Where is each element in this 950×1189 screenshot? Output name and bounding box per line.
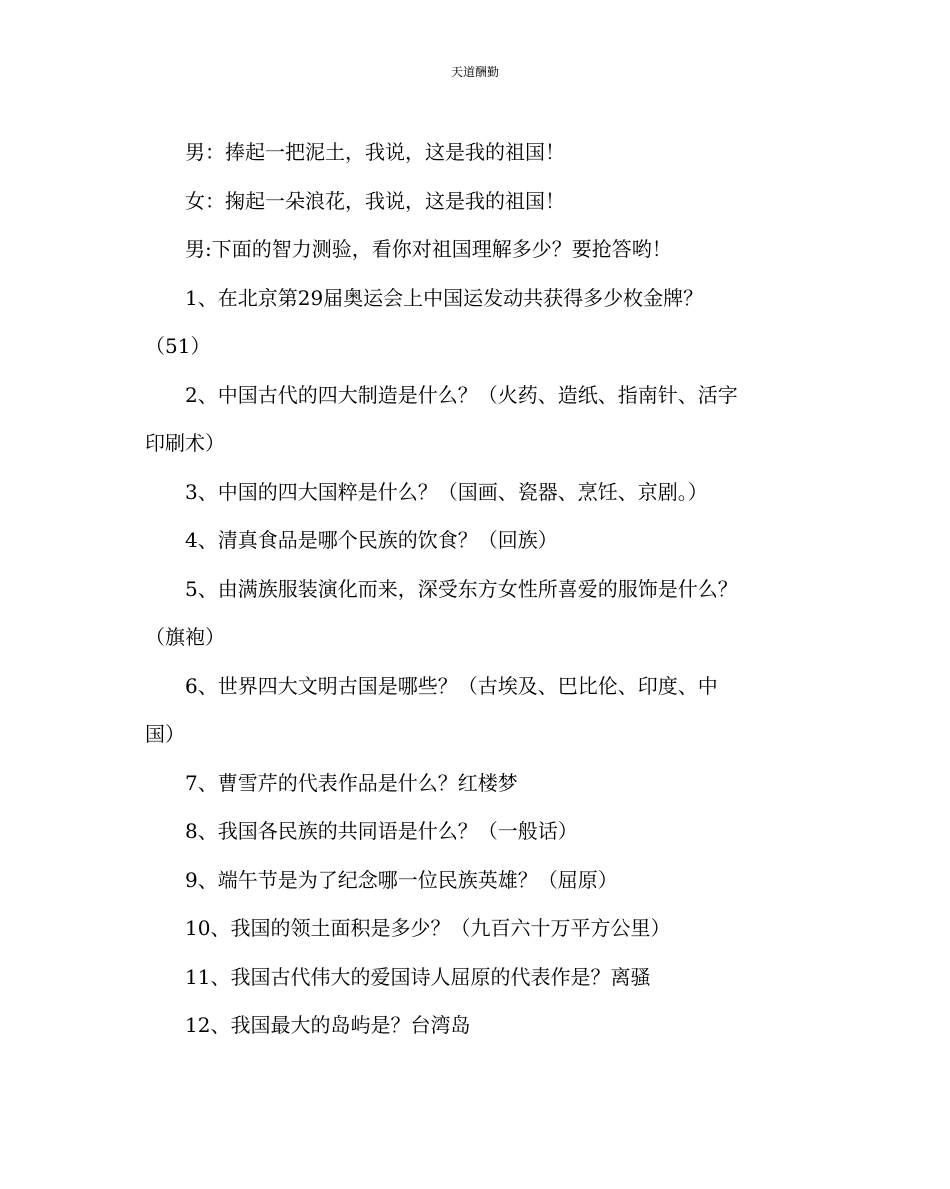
- quiz-question-8: 8、我国各民族的共同语是什么？（一般话）: [185, 819, 578, 843]
- quiz-question-12: 12、我国最大的岛屿是？台湾岛: [185, 1013, 471, 1037]
- quiz-question-2-continued: 印刷术）: [145, 431, 225, 455]
- quiz-question-9: 9、端午节是为了纪念哪一位民族英雄？（屈原）: [185, 867, 618, 892]
- dialogue-line-female-1: 女：掬起一朵浪花，我说，这是我的祖国！: [185, 188, 565, 213]
- page-header: 天道酬勤: [450, 65, 499, 79]
- quiz-question-2: 2、中国古代的四大制造是什么？（火药、造纸、指南针、活字: [185, 382, 738, 407]
- quiz-question-4: 4、清真食品是哪个民族的饮食？（回族）: [185, 528, 558, 552]
- quiz-question-6: 6、世界四大文明古国是哪些？（古埃及、巴比伦、印度、中: [185, 673, 718, 698]
- quiz-question-7: 7、曹雪芹的代表作品是什么？红楼梦: [185, 770, 518, 795]
- quiz-question-5-continued: （旗袍）: [145, 625, 225, 649]
- quiz-question-6-continued: 国）: [145, 722, 185, 746]
- quiz-question-3: 3、中国的四大国粹是什么？（国画、瓷器、烹饪、京剧。）: [185, 479, 708, 504]
- quiz-question-5: 5、由满族服装演化而来，深受东方女性所喜爱的服饰是什么？: [185, 576, 738, 601]
- dialogue-line-male-2: 男:下面的智力测验，看你对祖国理解多少？要抢答哟！: [185, 237, 672, 261]
- dialogue-line-male-1: 男：捧起一把泥土，我说，这是我的祖国！: [185, 140, 565, 164]
- quiz-question-1-continued: （51）: [145, 334, 211, 358]
- quiz-question-10: 10、我国的领土面积是多少？（九百六十万平方公里）: [185, 916, 671, 940]
- quiz-question-1: 1、在北京第29届奥运会上中国运发动共获得多少枚金牌？: [185, 285, 704, 310]
- document-body: [145, 128, 805, 1050]
- quiz-question-11: 11、我国古代伟大的爱国诗人屈原的代表作是？离骚: [185, 964, 651, 989]
